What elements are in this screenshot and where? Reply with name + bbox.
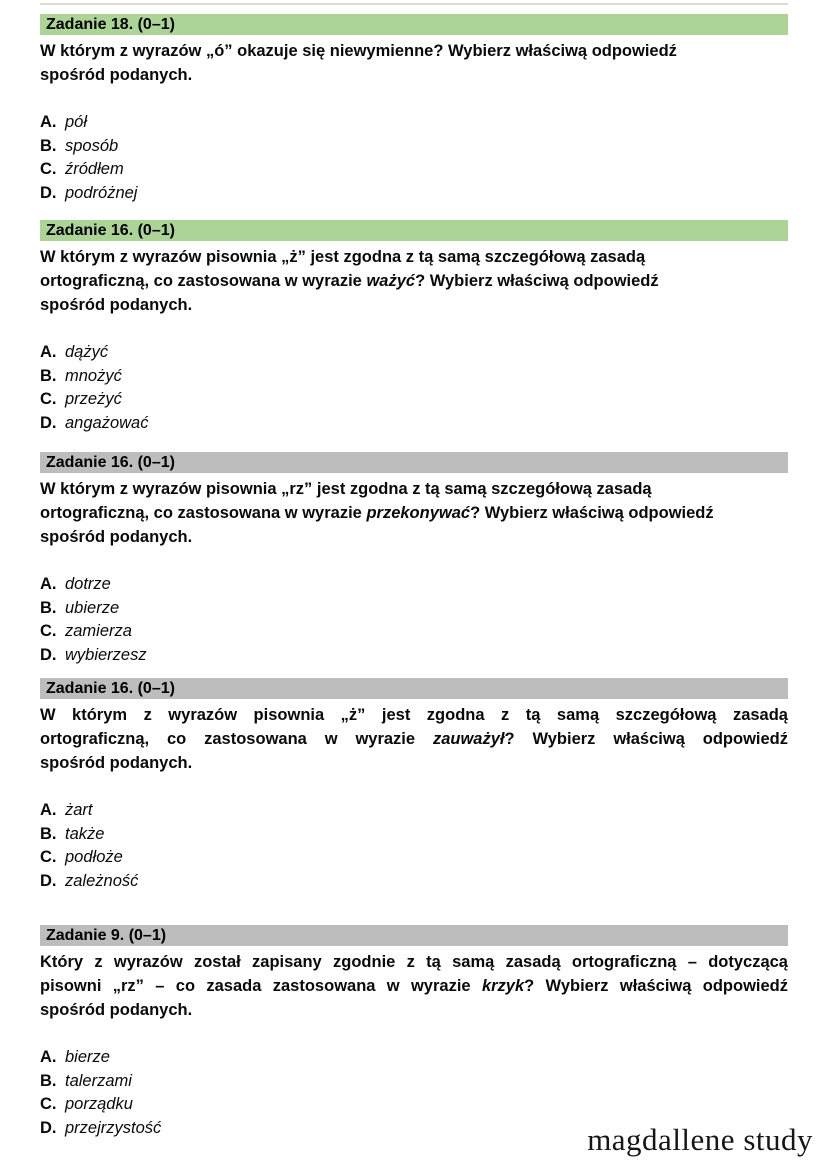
- options-list: [40, 799, 788, 893]
- question-italic-term: ważyć: [366, 272, 416, 290]
- question-line: [40, 293, 788, 317]
- question-block-1: [40, 14, 788, 205]
- option-letter: A.: [40, 801, 57, 819]
- option-letter: A.: [40, 1048, 57, 1066]
- question-text-segment: ortograficzną, co zastosowana w wyrazie: [40, 730, 433, 748]
- option-word: przejrzystość: [65, 1118, 162, 1137]
- question-block-2: [40, 220, 788, 435]
- question-text-segment: ? Wybierz właściwą odpowiedź: [524, 977, 788, 995]
- option-letter: B.: [40, 1071, 57, 1090]
- question-line: [40, 525, 788, 549]
- question-line: [40, 727, 788, 751]
- option-b: [40, 135, 788, 159]
- question-text-segment: W którym z wyrazów „ó” okazuje się niewymienne? Wybierz właściwą odpowiedź: [40, 42, 677, 60]
- question-line: [40, 63, 788, 87]
- option-word: pół: [65, 113, 88, 131]
- option-d: [40, 182, 788, 206]
- question-line: [40, 998, 788, 1022]
- option-letter: D.: [40, 183, 57, 202]
- options-list: [40, 341, 788, 435]
- option-c: [40, 158, 788, 182]
- question-text-segment: pisowni „rz” – co zasada zastosowana w wyrazie: [40, 977, 482, 995]
- question-line: [40, 950, 788, 974]
- question-block-3: [40, 452, 788, 667]
- question-text: [40, 39, 788, 87]
- question-header: Zadanie 16. (0–1): [40, 678, 788, 699]
- question-text-segment: ? Wybierz właściwą odpowiedź: [470, 504, 714, 522]
- question-text: [40, 950, 788, 1022]
- option-word: podłoże: [65, 848, 123, 866]
- question-line: [40, 751, 788, 775]
- question-text: [40, 245, 788, 317]
- option-letter: D.: [40, 413, 57, 432]
- option-letter: B.: [40, 136, 57, 155]
- question-header: Zadanie 9. (0–1): [40, 925, 788, 946]
- option-letter: A.: [40, 343, 57, 361]
- question-text-segment: W którym z wyrazów pisownia „rz” jest zgodna z tą samą szczegółową zasadą: [40, 480, 652, 498]
- page-top-divider: [40, 3, 788, 5]
- option-word: podróżnej: [65, 183, 138, 202]
- question-block-4: [40, 678, 788, 893]
- question-italic-term: krzyk: [481, 977, 525, 995]
- option-word: talerzami: [65, 1071, 132, 1090]
- question-line: [40, 245, 788, 269]
- option-a: [40, 573, 788, 597]
- option-word: ubierze: [65, 598, 120, 617]
- question-text-segment: W którym z wyrazów pisownia „ż” jest zgodna z tą samą szczegółową zasadą: [40, 706, 788, 724]
- option-c: [40, 620, 788, 644]
- question-line: [40, 477, 788, 501]
- option-letter: C.: [40, 1095, 57, 1113]
- option-letter: A.: [40, 113, 57, 131]
- question-text-segment: spośród podanych.: [40, 296, 193, 314]
- option-c: [40, 1093, 788, 1117]
- question-text-segment: W którym z wyrazów pisownia „ż” jest zgodna z tą samą szczegółową zasadą: [40, 248, 646, 266]
- option-word: mnożyć: [65, 366, 122, 385]
- question-block-5: [40, 925, 788, 1140]
- option-letter: B.: [40, 366, 57, 385]
- question-text: [40, 703, 788, 775]
- option-a: [40, 799, 788, 823]
- question-header: Zadanie 18. (0–1): [40, 14, 788, 35]
- question-text-segment: ortograficzną, co zastosowana w wyrazie: [40, 272, 367, 290]
- question-header: Zadanie 16. (0–1): [40, 452, 788, 473]
- option-letter: C.: [40, 622, 57, 640]
- question-text-segment: Który z wyrazów został zapisany zgodnie z tą samą zasadą ortograficzną – dotyczącą: [40, 953, 788, 971]
- option-letter: D.: [40, 645, 57, 664]
- option-word: źródłem: [65, 160, 124, 178]
- question-line: [40, 39, 788, 63]
- option-letter: A.: [40, 575, 57, 593]
- option-letter: C.: [40, 390, 57, 408]
- option-d: [40, 644, 788, 668]
- option-a: [40, 341, 788, 365]
- option-letter: D.: [40, 871, 57, 890]
- question-line: [40, 974, 788, 998]
- option-word: angażować: [65, 413, 149, 432]
- option-word: zamierza: [65, 622, 132, 640]
- option-letter: C.: [40, 160, 57, 178]
- option-c: [40, 846, 788, 870]
- options-list: [40, 573, 788, 667]
- question-line: [40, 703, 788, 727]
- question-header: Zadanie 16. (0–1): [40, 220, 788, 241]
- question-line: [40, 501, 788, 525]
- question-text-segment: spośród podanych.: [40, 66, 193, 84]
- option-a: [40, 1046, 788, 1070]
- question-italic-term: zauważył: [432, 730, 505, 748]
- option-word: porządku: [65, 1095, 133, 1113]
- option-word: przeżyć: [65, 390, 122, 408]
- option-word: dotrze: [65, 575, 111, 593]
- option-word: także: [65, 824, 105, 843]
- option-letter: D.: [40, 1118, 57, 1137]
- question-line: [40, 269, 788, 293]
- option-b: [40, 365, 788, 389]
- worksheet-page: [0, 3, 828, 1140]
- option-word: bierze: [65, 1048, 110, 1066]
- option-letter: B.: [40, 824, 57, 843]
- option-word: żart: [65, 801, 93, 819]
- option-word: sposób: [65, 136, 119, 155]
- question-text: [40, 477, 788, 549]
- option-d: [40, 412, 788, 436]
- question-text-segment: spośród podanych.: [40, 754, 193, 772]
- watermark: magdallene study: [587, 1122, 813, 1157]
- question-text-segment: ? Wybierz właściwą odpowiedź: [504, 730, 788, 748]
- question-text-segment: ortograficzną, co zastosowana w wyrazie: [40, 504, 367, 522]
- option-letter: C.: [40, 848, 57, 866]
- option-c: [40, 388, 788, 412]
- option-letter: B.: [40, 598, 57, 617]
- option-word: zależność: [65, 871, 139, 890]
- option-a: [40, 111, 788, 135]
- option-d: [40, 870, 788, 894]
- options-list: [40, 111, 788, 205]
- question-text-segment: ? Wybierz właściwą odpowiedź: [415, 272, 659, 290]
- question-italic-term: przekonywać: [366, 504, 471, 522]
- option-b: [40, 1070, 788, 1094]
- option-word: dążyć: [65, 343, 109, 361]
- option-word: wybierzesz: [65, 645, 147, 664]
- option-b: [40, 597, 788, 621]
- question-text-segment: spośród podanych.: [40, 528, 193, 546]
- option-b: [40, 823, 788, 847]
- question-text-segment: spośród podanych.: [40, 1001, 193, 1019]
